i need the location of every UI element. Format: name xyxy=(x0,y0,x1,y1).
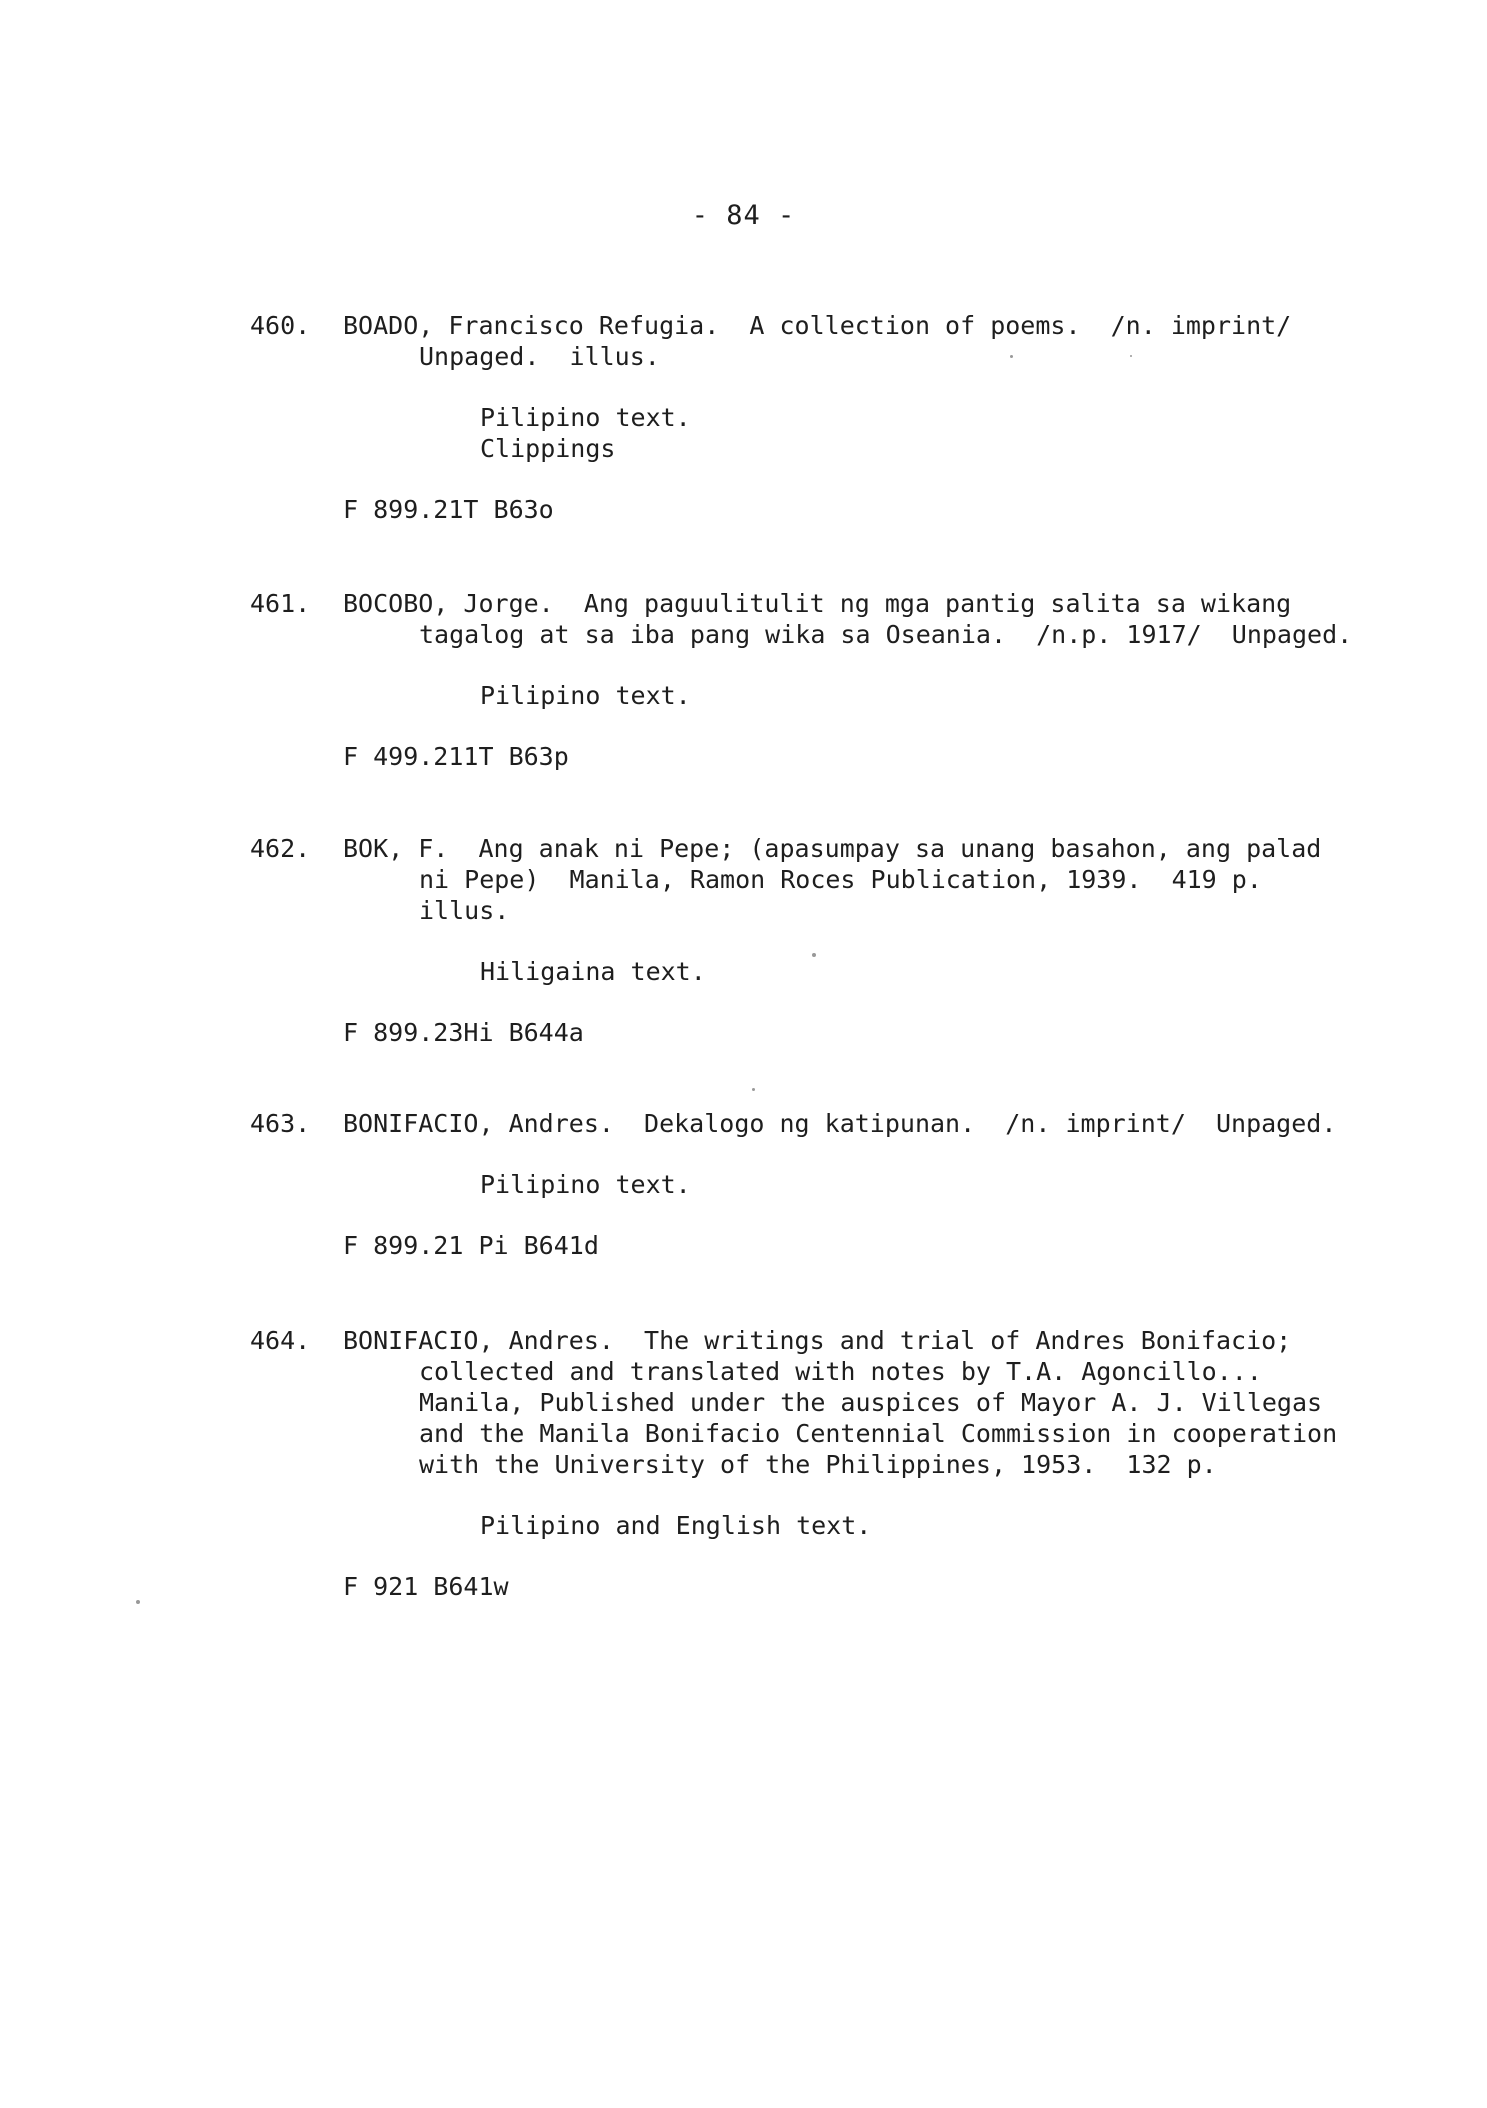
note-line: Pilipino and English text. xyxy=(480,1511,872,1540)
entry-notes xyxy=(480,1510,1380,1541)
note-line: Clippings xyxy=(480,434,616,463)
catalog-entry-460 xyxy=(250,310,1380,525)
call-number: F 921 B641w xyxy=(343,1572,509,1601)
bibliographic-description xyxy=(343,833,1380,926)
entry-number: 461. xyxy=(250,589,311,618)
scan-speck xyxy=(812,953,816,957)
call-number: F 899.23Hi B644a xyxy=(343,1018,584,1047)
bib-line: BOADO, Francisco Refugia. A collection of poems. /n. imprint/ xyxy=(343,311,1292,340)
bib-line: with the University of the Philippines, 1953. 132 p. xyxy=(419,1450,1217,1479)
catalog-entry-461 xyxy=(250,588,1380,772)
bib-line: and the Manila Bonifacio Centennial Commission in cooperation xyxy=(419,1419,1338,1448)
entry-notes xyxy=(480,402,1380,464)
scan-speck xyxy=(136,1600,140,1604)
bibliographic-description xyxy=(343,1108,1380,1139)
note-line: Hiligaina text. xyxy=(480,957,706,986)
bibliographic-description xyxy=(343,310,1380,372)
note-line: Pilipino text. xyxy=(480,1170,691,1199)
note-line: Pilipino text. xyxy=(480,681,691,710)
scan-speck xyxy=(1130,355,1132,357)
entry-notes xyxy=(480,1169,1380,1200)
bib-line: Manila, Published under the auspices of Mayor A. J. Villegas xyxy=(419,1388,1323,1417)
bib-line: Unpaged. illus. xyxy=(419,342,660,371)
bib-line: BONIFACIO, Andres. The writings and trial of Andres Bonifacio; xyxy=(343,1326,1292,1355)
page-number: - 84 - xyxy=(691,200,796,231)
bib-line: BOK, F. Ang anak ni Pepe; (apasumpay sa unang basahon, ang palad xyxy=(343,834,1322,863)
note-line: Pilipino text. xyxy=(480,403,691,432)
catalog-entry-463 xyxy=(250,1108,1380,1261)
bib-line: BOCOBO, Jorge. Ang paguulitulit ng mga pantig salita sa wikang xyxy=(343,589,1292,618)
entry-notes xyxy=(480,956,1380,987)
call-number: F 499.211T B63p xyxy=(343,742,569,771)
bib-line: BONIFACIO, Andres. Dekalogo ng katipunan. /n. imprint/ Unpaged. xyxy=(343,1109,1337,1138)
catalog-entry-462 xyxy=(250,833,1380,1048)
catalog-entry-464 xyxy=(250,1325,1380,1602)
entry-number: 460. xyxy=(250,311,311,340)
entry-number: 464. xyxy=(250,1326,311,1355)
bibliographic-description xyxy=(343,1325,1380,1480)
bib-line: collected and translated with notes by T.A. Agoncillo... xyxy=(419,1357,1262,1386)
entry-number: 462. xyxy=(250,834,311,863)
call-number: F 899.21T B63o xyxy=(343,495,554,524)
bib-line: illus. xyxy=(419,896,510,925)
bib-line: tagalog at sa iba pang wika sa Oseania. /n.p. 1917/ Unpaged. xyxy=(419,620,1353,649)
entry-notes xyxy=(480,680,1380,711)
scan-speck xyxy=(752,1088,755,1091)
call-number: F 899.21 Pi B641d xyxy=(343,1231,599,1260)
entry-number: 463. xyxy=(250,1109,311,1138)
bibliographic-description xyxy=(343,588,1380,650)
bib-line: ni Pepe) Manila, Ramon Roces Publication, 1939. 419 p. xyxy=(419,865,1262,894)
scan-speck xyxy=(1010,355,1013,358)
